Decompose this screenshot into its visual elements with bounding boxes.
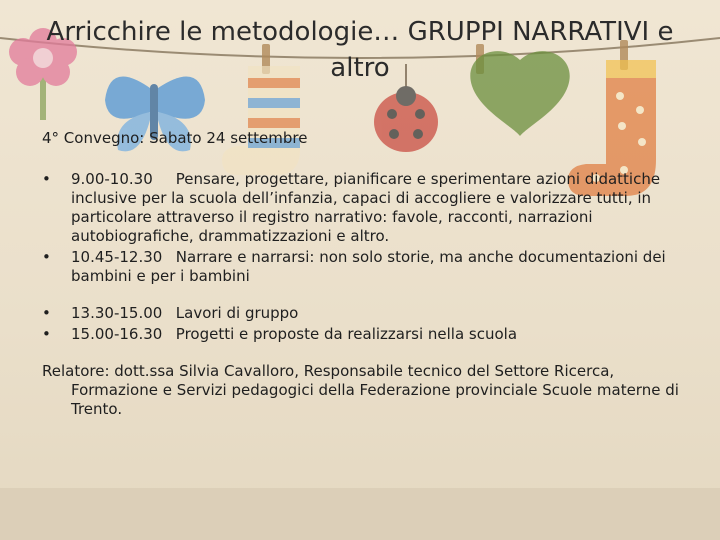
slide-content xyxy=(42,128,682,419)
subtitle: 4° Convegno: Sabato 24 settembre xyxy=(42,129,308,147)
slide-title: Arricchire le metodologie… GRUPPI NARRATIVI e altro xyxy=(46,17,674,83)
speaker-info: Relatore: dott.ssa Silvia Cavalloro, Responsabile tecnico del Settore Ricerca, Formazione e Servizi pedagogici della Federazione provinciale Scuole materne di Trento. xyxy=(42,362,679,418)
schedule-text: Narrare e narrarsi: non solo storie, ma anche documentazioni dei bambini e per i bambini xyxy=(71,248,666,285)
schedule-group-afternoon xyxy=(42,304,682,344)
schedule-text: Pensare, progettare, pianificare e sperimentare azioni didattiche inclusive per la scuola dell’infanzia, capaci di accogliere e valorizzare tutti, in particolare attraverso il registro narrativo: favole, racconti, narrazioni autobiografiche, drammatizzazioni e altro. xyxy=(71,170,661,245)
schedule-item xyxy=(42,248,682,286)
schedule-group-morning xyxy=(42,170,682,286)
schedule-time: 15.00-16.30 xyxy=(71,325,163,343)
schedule-item xyxy=(42,325,682,344)
schedule-time: 10.45-12.30 xyxy=(71,248,163,266)
footer-band xyxy=(0,488,720,540)
schedule-text: Lavori di gruppo xyxy=(175,304,299,322)
schedule-item xyxy=(42,170,682,246)
schedule-time: 9.00-10.30 xyxy=(71,170,153,188)
schedule-time: 13.30-15.00 xyxy=(71,304,163,322)
schedule-item xyxy=(42,304,682,323)
schedule-text: Progetti e proposte da realizzarsi nella scuola xyxy=(175,325,518,343)
